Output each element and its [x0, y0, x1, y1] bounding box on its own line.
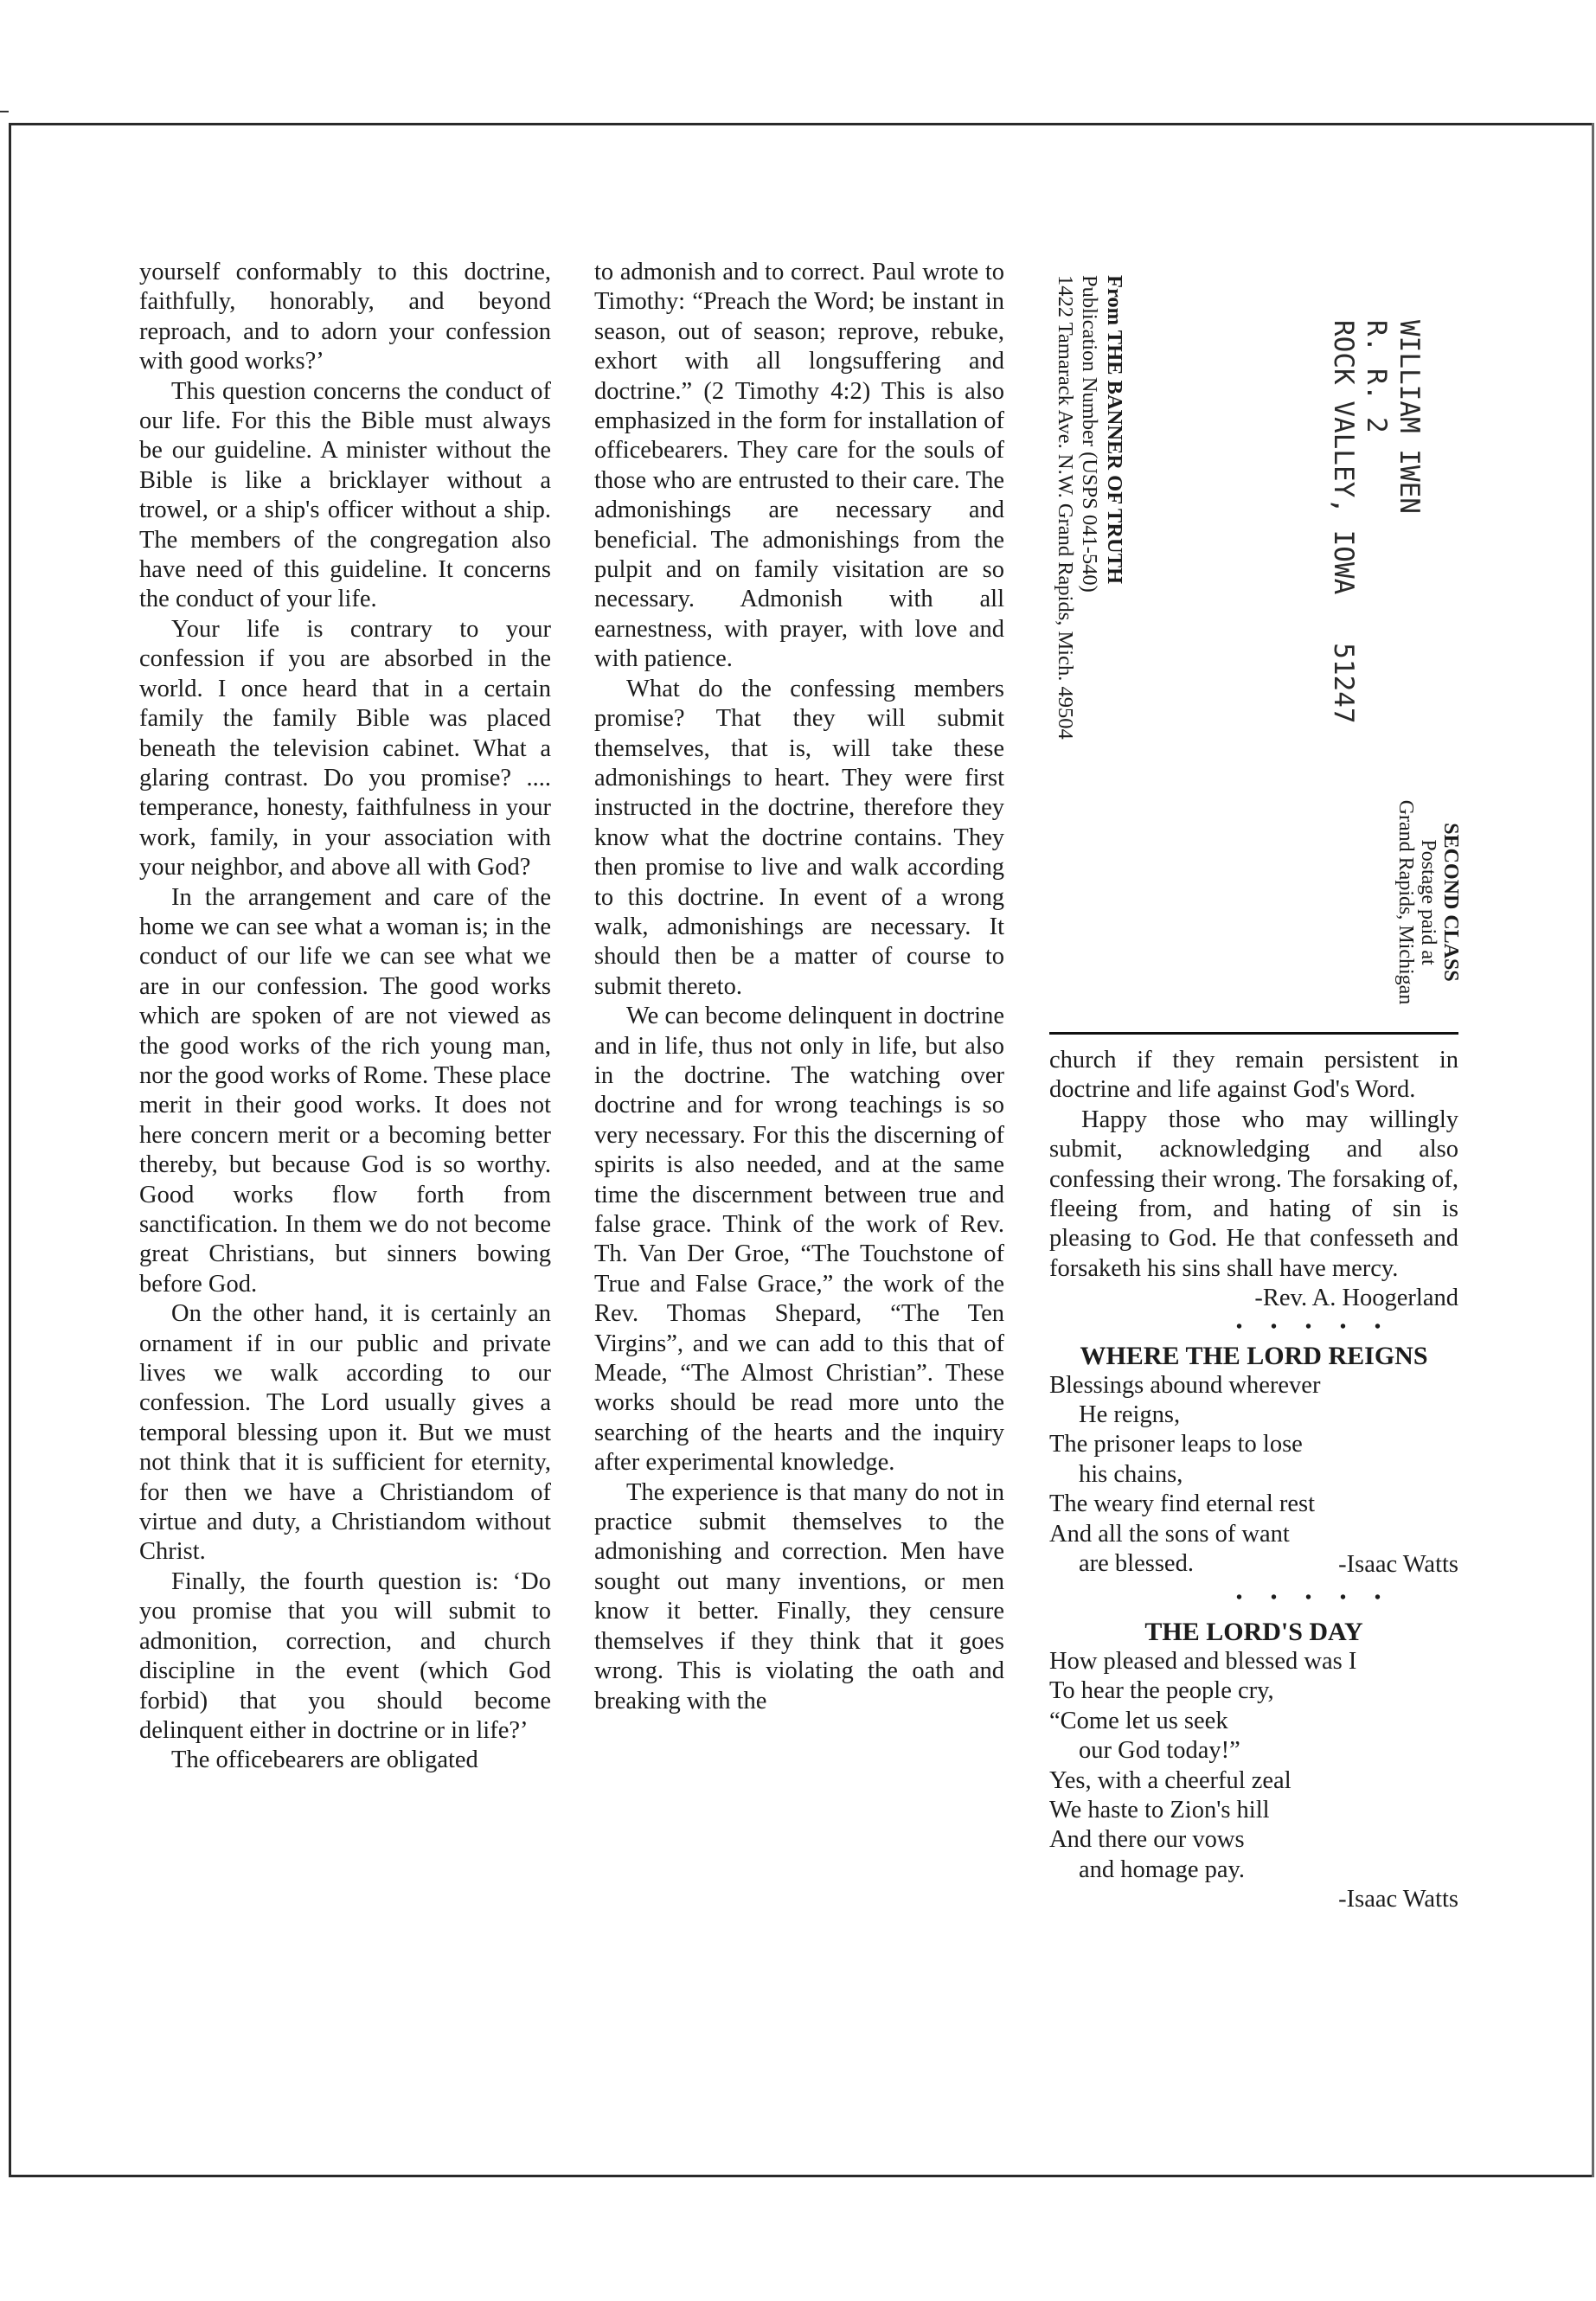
mailing-divider: [1049, 1032, 1458, 1035]
poem-line: and homage pay.: [1079, 1856, 1246, 1883]
paragraph: Finally, the fourth question is: ‘Do you promise that you will submit to admonition, correction, and church discipline in the event (which God forbid) that you should become delinquent either in doctrine or in life?’: [139, 1567, 551, 1744]
author-signature: -Rev. A. Hoogerland: [1254, 1285, 1458, 1312]
publication-number: Publication Number (USPS 041-540): [1078, 275, 1102, 593]
postage-class: SECOND CLASS: [1439, 823, 1462, 982]
page-edge-top: [9, 123, 1594, 125]
article-column-2: [594, 258, 1004, 1716]
poem-line: The weary find eternal rest: [1049, 1490, 1316, 1518]
poem-line: Blessings abound wherever: [1049, 1371, 1321, 1399]
paragraph: yourself conformably to this doctrine, faithfully, honorably, and beyond reproach, and to adorn your confession with good works?’: [139, 259, 551, 375]
poem-line: his chains,: [1079, 1460, 1183, 1488]
poem: [1049, 1371, 1458, 1580]
paragraph: On the other hand, it is certainly an ornament if in our public and private lives we walk according to our confession. The Lord usually gives a temporal blessing upon it. But we must not think that it is sufficient for eternity, for then we have a Christiandom of virtue and duty, a Christiandom without Christ.: [139, 1300, 551, 1566]
poem-line: our God today!”: [1079, 1737, 1240, 1765]
paragraph: Happy those who may willingly submit, acknowledging and also confessing their wrong. The forsaking of, fleeing from, and hating of sin is pleasing to God. He that confesseth and forsaketh his sins shall have mercy.: [1049, 1106, 1458, 1282]
poem-title: THE LORD'S DAY: [1144, 1617, 1363, 1646]
poem-line: The prisoner leaps to lose: [1049, 1431, 1303, 1458]
poem-line: To hear the people cry,: [1049, 1677, 1274, 1705]
paragraph: Your life is contrary to your confession if you are absorbed in the world. I once heard that in a certain family the family Bible was placed beneath the television cabinet. What a glaring contrast. Do you promise? .... temperance, honesty, faithfulness in your work, family, in your association with your neighbor, and above all with God?: [139, 615, 551, 881]
separator: • • • • •: [1235, 1587, 1393, 1607]
publisher-address: 1422 Tamarack Ave. N.W. Grand Rapids, Mich. 49504: [1054, 275, 1077, 740]
poem-line: “Come let us seek: [1049, 1707, 1228, 1734]
scan-mark: [0, 111, 9, 112]
paragraph: What do the confessing members promise? That they will submit themselves, that is, will take these admonishings to heart. They were first instructed in the doctrine, therefore they know what the doctrine contains. They then promise to live and walk according to this doctrine. In event of a wrong walk, admonishings are necessary. It should then be a matter of course to submit thereto.: [594, 675, 1004, 1000]
poem: [1049, 1647, 1458, 1885]
paragraph: church if they remain persistent in doctrine and life against God's Word.: [1049, 1047, 1458, 1104]
page-edge-left: [9, 123, 11, 2177]
poem-line: How pleased and blessed was I: [1049, 1647, 1357, 1675]
paragraph: to admonish and to correct. Paul wrote to Timothy: “Preach the Word; be instant in season, out of season; reprove, rebuke, exhort with all longsuffering and doctrine.” (2 Timothy 4:2) This is also emphasized in the form for installation of officebearers. They care for the souls of those who are entrusted to their care. The admonishings are necessary and beneficial. The admonishings from the pulpit and on family visitation are so necessary. Admonish with all earnestness, with prayer, with love and with patience.: [594, 259, 1004, 673]
paragraph: This question concerns the conduct of our life. For this the Bible must always be our guideline. A minister without the Bible is like a bricklayer without a trowel, or a ship's officer without a ship. The members of the congregation also have need of this guideline. It concerns the conduct of your life.: [139, 377, 551, 613]
article-column-3: [1049, 1046, 1458, 1915]
postage-indicia: [1394, 794, 1462, 1010]
separator: • • • • •: [1235, 1317, 1393, 1336]
poem-line: We haste to Zion's hill: [1049, 1796, 1270, 1823]
page-edge-right: [1592, 123, 1594, 2177]
poem-line: Yes, with a cheerful zeal: [1049, 1766, 1292, 1794]
publisher-info: [1053, 275, 1127, 740]
postage-paid: Postage paid at: [1417, 839, 1439, 965]
poem-line: are blessed.: [1079, 1550, 1194, 1578]
poem-line: And there our vows: [1049, 1826, 1245, 1854]
article-column-1: [139, 258, 551, 1776]
poem-line: And all the sons of want: [1049, 1520, 1290, 1548]
postage-city: Grand Rapids, Michigan: [1394, 799, 1417, 1005]
paragraph: In the arrangement and care of the home we can see what a woman is; in the conduct of our life we can see what we are in our confession. The good works which are spoken of are not viewed as the good works of the rich young man, nor the good works of Rome. These place merit in their good works. It does not here concern merit or a becoming better thereby, but because God is so worthy. Good works flow forth from sanctification. In them we do not become great Christians, but sinners bowing before God.: [139, 883, 551, 1298]
address-line: WILLIAM IWEN: [1394, 320, 1425, 514]
paragraph: We can become delinquent in doctrine and in life, thus not only in life, but also in the doctrine. The watching over doctrine and for wrong teachings is so very necessary. For this the discerning of spirits is also needed, and at the same time the discernment between true and false grace. Think of the work of Rev. Th. Van Der Groe, “The Touchstone of True and False Grace,” the work of the Rev. Thomas Shepard, “The Ten Virgins”, and we can add to this that of Meade, “The Almost Christian”. These works should be read more unto the searching of the hearts and the inquiry after experimental knowledge.: [594, 1003, 1004, 1477]
poem-author: -Isaac Watts: [1338, 1886, 1458, 1913]
mailing-address-label: [1327, 320, 1426, 724]
poem-line: He reigns,: [1079, 1401, 1181, 1429]
paragraph: The officebearers are obligated: [171, 1747, 478, 1774]
from-line: From THE BANNER OF TRUTH: [1103, 275, 1126, 585]
paragraph: The experience is that many do not in practice submit themselves to the admonishing and correction. Men have sought out many inventions, or men know it better. Finally, they censure themselves if they think that it goes wrong. This is violating the oath and breaking with the: [594, 1478, 1004, 1715]
address-line: ROCK VALLEY, IOWA 51247: [1328, 320, 1359, 724]
poem-title: WHERE THE LORD REIGNS: [1080, 1341, 1428, 1370]
page-edge-bottom: [9, 2175, 1594, 2177]
address-line: R. R. 2: [1361, 320, 1392, 433]
poem-author: -Isaac Watts: [1338, 1550, 1458, 1578]
